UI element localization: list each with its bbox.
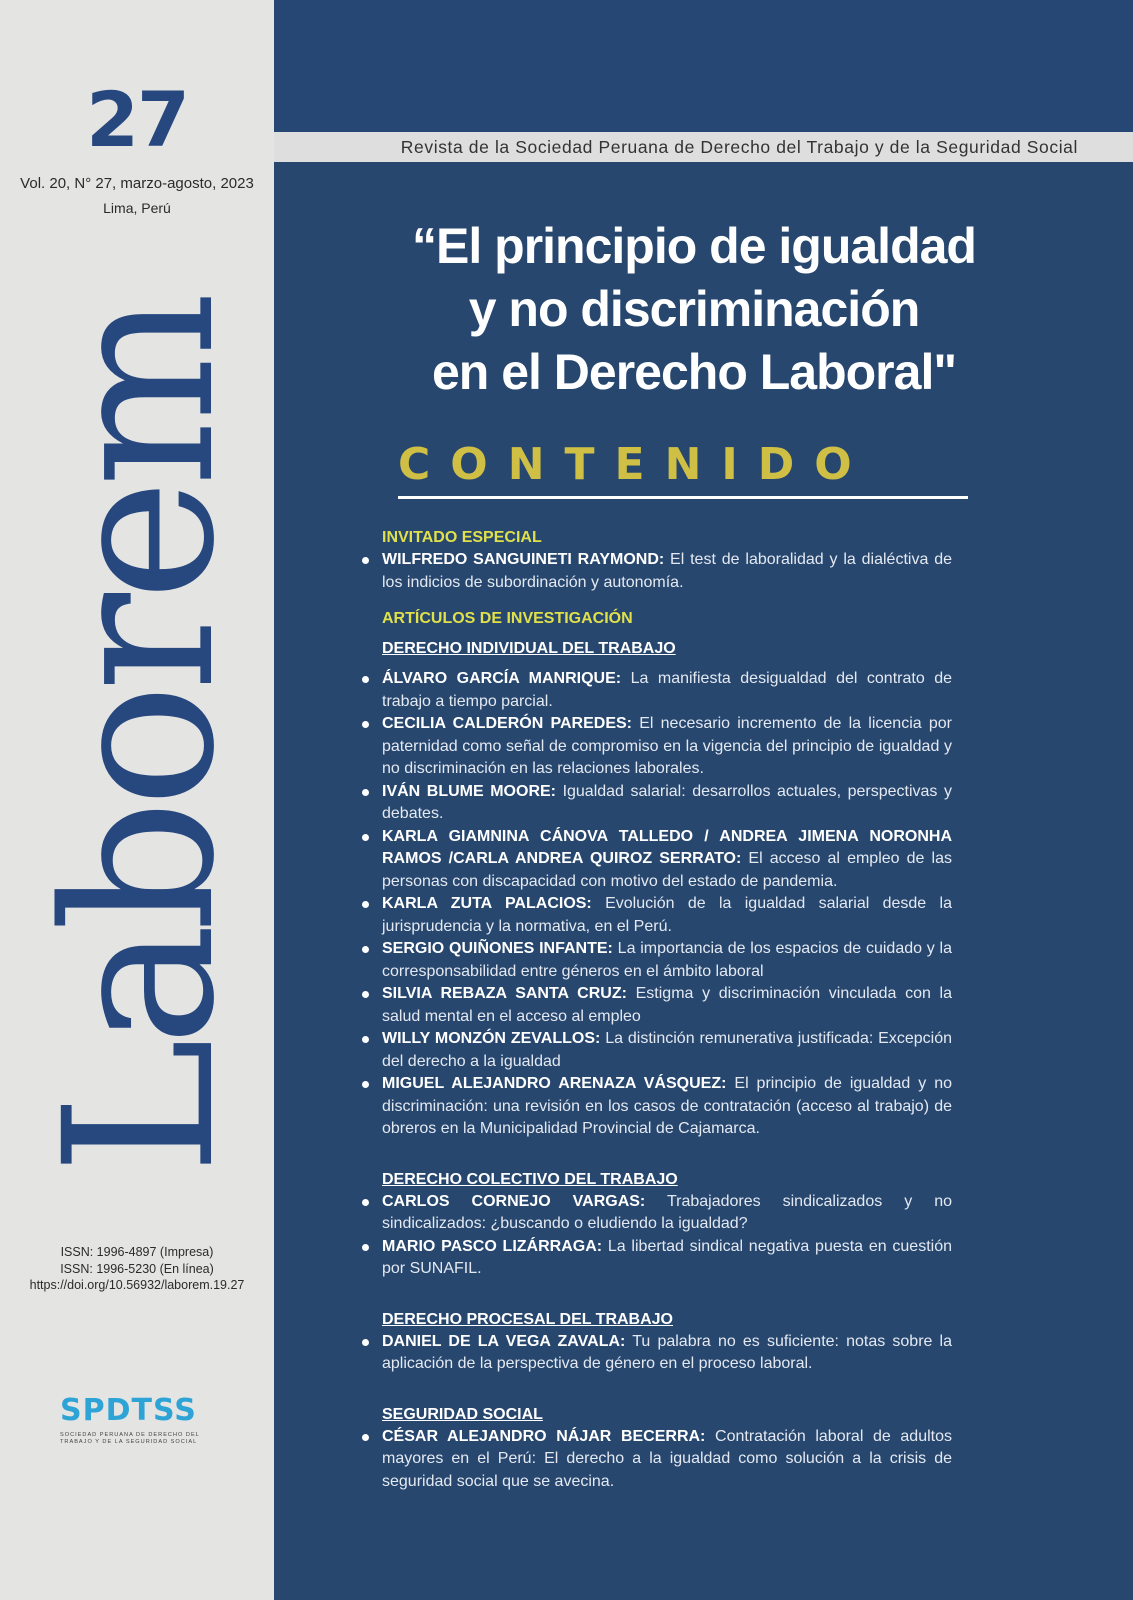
toc-entry[interactable] xyxy=(382,781,952,826)
toc-entry[interactable] xyxy=(382,668,952,713)
main-panel xyxy=(274,0,1133,1600)
entry-title: La libertad sindical negativa puesta en cuestión por SUNAFIL. xyxy=(382,1237,952,1277)
headline-line-1: “El principio de igualdad xyxy=(412,218,976,274)
entry-author: CARLOS CORNEJO VARGAS: xyxy=(382,1192,646,1210)
toc-entry[interactable] xyxy=(382,983,952,1028)
toc-entry[interactable] xyxy=(382,713,952,781)
contents-divider xyxy=(398,496,968,499)
entry-title: Contratación laboral de adultos mayores en el Perú: El derecho a la igualdad como solución a la crisis de seguridad social que se avecina. xyxy=(382,1427,953,1490)
journal-strip: Revista de la Sociedad Peruana de Derecho del Trabajo y de la Seguridad Social xyxy=(274,132,1133,162)
toc-entry[interactable] xyxy=(382,549,952,594)
issn-print: ISSN: 1996-4897 (Impresa) xyxy=(60,1245,214,1259)
entry-author: WILLY MONZÓN ZEVALLOS: xyxy=(382,1030,601,1047)
headline-line-2: y no discriminación xyxy=(468,281,920,337)
subsection-heading: DERECHO INDIVIDUAL DEL TRABAJO xyxy=(382,640,676,657)
entry-author: MARIO PASCO LIZÁRRAGA: xyxy=(382,1237,603,1255)
toc-entry[interactable] xyxy=(382,1028,952,1073)
section-heading: INVITADO ESPECIAL xyxy=(382,529,542,546)
entry-author: SILVIA REBAZA SANTA CRUZ: xyxy=(382,985,627,1002)
entry-author: KARLA ZUTA PALACIOS: xyxy=(382,895,592,912)
entry-title: El acceso al empleo de las personas con discapacidad con motivo del estado de pandemia. xyxy=(382,850,952,890)
subsection-heading: SEGURIDAD SOCIAL xyxy=(382,1405,543,1423)
entry-title: La manifiesta desigualdad del contrato de trabajo a tiempo parcial. xyxy=(382,670,952,710)
logo-subtitle xyxy=(60,1432,210,1446)
toc-entry[interactable] xyxy=(382,893,952,938)
top-bar xyxy=(274,0,1133,132)
toc-list-social xyxy=(382,1426,952,1494)
doi-link[interactable]: https://doi.org/10.56932/laborem.19.27 xyxy=(29,1278,245,1292)
entry-title: El test de laboralidad y la dialéctiva de los indicios de subordinación y autonomía. xyxy=(382,551,952,591)
entry-author: CECILIA CALDERÓN PAREDES: xyxy=(382,715,632,732)
entry-title: Evolución de la igualdad salarial desde la jurisprudencia y la normativa, en el Perú. xyxy=(382,895,952,935)
place-line: Lima, Perú xyxy=(103,200,171,216)
volume-line: Vol. 20, N° 27, marzo-agosto, 2023 xyxy=(20,175,254,192)
toc-entry[interactable] xyxy=(382,1331,952,1376)
brand-wordmark: Laborem xyxy=(20,299,260,1175)
entry-author: IVÁN BLUME MOORE: xyxy=(382,782,556,800)
headline-line-3: en el Derecho Laboral" xyxy=(431,344,957,400)
section-heading: ARTÍCULOS DE INVESTIGACIÓN xyxy=(382,610,633,627)
entry-author: MIGUEL ALEJANDRO ARENAZA VÁSQUEZ: xyxy=(382,1075,727,1092)
entry-title: Trabajadores sindicalizados y no sindicalizados: ¿buscando o eludiendo la igualdad? xyxy=(382,1192,953,1232)
toc-list-collective xyxy=(382,1191,952,1281)
cover-headline xyxy=(404,215,984,404)
toc-entry[interactable] xyxy=(382,1426,952,1494)
entry-author: ÁLVARO GARCÍA MANRIQUE: xyxy=(382,670,622,687)
entry-author: CÉSAR ALEJANDRO NÁJAR BECERRA: xyxy=(382,1427,706,1445)
subsection-heading: DERECHO PROCESAL DEL TRABAJO xyxy=(382,1310,673,1328)
sidebar xyxy=(0,0,274,1600)
toc-entry[interactable] xyxy=(382,938,952,983)
entry-author: DANIEL DE LA VEGA ZAVALA: xyxy=(382,1332,626,1350)
table-of-contents xyxy=(382,527,952,1493)
entry-author: SERGIO QUIÑONES INFANTE: xyxy=(382,940,613,957)
entry-author: KARLA GIAMNINA CÁNOVA TALLEDO / ANDREA JIMENA NORONHA RAMOS /CARLA ANDREA QUIROZ SERRATO: xyxy=(382,827,952,867)
entry-author: WILFREDO SANGUINETI RAYMOND: xyxy=(382,551,665,568)
entry-title: La importancia de los espacios de cuidado y la corresponsabilidad entre géneros en el ámbito laboral xyxy=(382,940,952,980)
toc-list-individual xyxy=(382,668,952,1141)
subsection-heading: DERECHO COLECTIVO DEL TRABAJO xyxy=(382,1170,678,1188)
toc-list-procedural xyxy=(382,1331,952,1376)
contents-title: CONTENIDO xyxy=(398,439,872,490)
toc-entry[interactable] xyxy=(382,826,952,894)
toc-entry[interactable] xyxy=(382,1236,952,1281)
issue-number: 27 xyxy=(86,75,188,164)
entry-title: Tu palabra no es suficiente: notas sobre la aplicación de la perspectiva de género en el proceso laboral. xyxy=(382,1332,953,1372)
entry-title: La distinción remunerativa justificada: Excepción del derecho a la igualdad xyxy=(382,1030,952,1070)
spdtss-logo xyxy=(60,1393,210,1446)
identifiers xyxy=(0,1244,274,1294)
entry-title: Estigma y discriminación vinculada con la salud mental en el acceso al empleo xyxy=(382,985,952,1025)
toc-entry[interactable] xyxy=(382,1073,952,1141)
logo-subtitle-line-2: TRABAJO Y DE LA SEGURIDAD SOCIAL xyxy=(60,1439,198,1445)
entry-title: El necesario incremento de la licencia por paternidad como señal de compromiso en la vigencia del principio de igualdad y no discriminación en las relaciones laborales. xyxy=(382,715,952,777)
logo-mark: SPDTSS xyxy=(60,1393,197,1428)
logo-subtitle-line-1: SOCIEDAD PERUANA DE DERECHO DEL xyxy=(60,1432,200,1438)
toc-entry[interactable] xyxy=(382,1191,952,1236)
issn-online: ISSN: 1996-5230 (En línea) xyxy=(60,1261,214,1276)
entry-title: Igualdad salarial: desarrollos actuales, perspectivas y debates. xyxy=(382,782,952,822)
entry-title: El principio de igualdad y no discriminación: una revisión en los casos de contratación (acceso al trabajo) de obreros en la Municipalidad Provincial de Cajamarca. xyxy=(382,1075,953,1137)
